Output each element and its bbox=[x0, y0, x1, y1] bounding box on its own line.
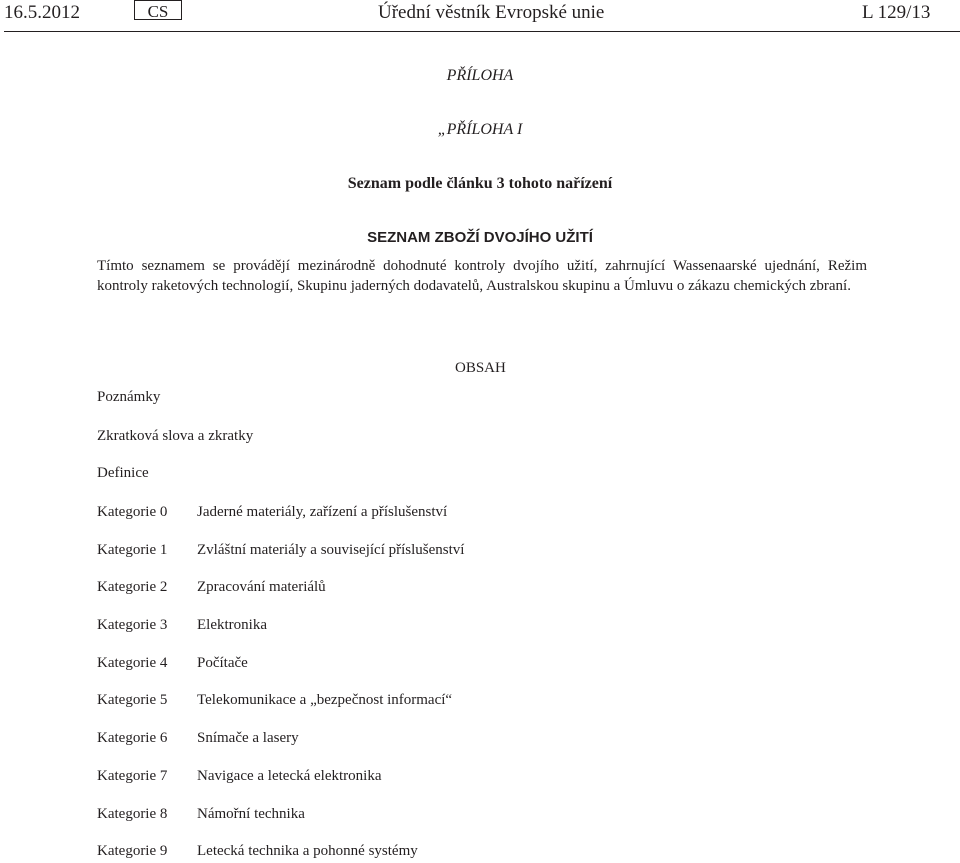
toc-abbreviations-link[interactable]: Zkratková slova a zkratky bbox=[97, 428, 254, 444]
page-number: L 129/13 bbox=[862, 2, 931, 23]
toc-category-label[interactable]: Kategorie 0 bbox=[97, 504, 168, 520]
toc-category-desc[interactable]: Jaderné materiály, zařízení a příslušenství bbox=[197, 504, 448, 520]
toc-notes-link[interactable]: Poznámky bbox=[97, 389, 161, 405]
header-divider bbox=[4, 31, 960, 32]
toc-category-desc[interactable]: Zpracování materiálů bbox=[197, 579, 326, 595]
toc-category-desc[interactable]: Námořní technika bbox=[197, 806, 305, 822]
toc-category-label[interactable]: Kategorie 4 bbox=[97, 655, 168, 671]
toc-category-label[interactable]: Kategorie 7 bbox=[97, 768, 168, 784]
toc-category-desc[interactable]: Počítače bbox=[197, 655, 248, 671]
toc-category-desc[interactable]: Elektronika bbox=[197, 617, 267, 633]
toc-category-label[interactable]: Kategorie 8 bbox=[97, 806, 168, 822]
toc-category-desc[interactable]: Letecká technika a pohonné systémy bbox=[197, 843, 418, 859]
toc-category-desc[interactable]: Telekomunikace a „bezpečnost informací“ bbox=[197, 692, 453, 708]
language-badge: CS bbox=[134, 0, 182, 20]
toc-category-label[interactable]: Kategorie 3 bbox=[97, 617, 168, 633]
header-date: 16.5.2012 bbox=[4, 2, 80, 23]
section-heading: SEZNAM ZBOŽÍ DVOJÍHO UŽITÍ bbox=[367, 229, 593, 246]
intro-paragraph: Tímto seznamem se provádějí mezinárodně dohodnuté kontroly dvojího užití, zahrnující Wassenaarské ujednání, Režim kontroly raketových technologií, Skupinu jaderných dodavatelů, Australskou skupinu a Úmluvu o zákazu chemických zbraní. bbox=[97, 258, 867, 294]
toc-category-desc[interactable]: Navigace a letecká elektronika bbox=[197, 768, 382, 784]
toc-category-desc[interactable]: Zvláštní materiály a související příslušenství bbox=[197, 542, 465, 558]
journal-title: Úřední věstník Evropské unie bbox=[378, 2, 605, 23]
toc-category-label[interactable]: Kategorie 9 bbox=[97, 843, 168, 859]
toc-category-desc[interactable]: Snímače a lasery bbox=[197, 730, 299, 746]
toc-category-label[interactable]: Kategorie 1 bbox=[97, 542, 168, 558]
list-title: Seznam podle článku 3 tohoto nařízení bbox=[347, 175, 613, 192]
toc-category-label[interactable]: Kategorie 6 bbox=[97, 730, 168, 746]
toc-category-label[interactable]: Kategorie 5 bbox=[97, 692, 168, 708]
toc-definitions-link[interactable]: Definice bbox=[97, 465, 149, 481]
toc-category-label[interactable]: Kategorie 2 bbox=[97, 579, 168, 595]
annex-title: PŘÍLOHA bbox=[446, 67, 514, 84]
annex-subtitle: „PŘÍLOHA I bbox=[437, 121, 523, 138]
toc-title: OBSAH bbox=[455, 360, 506, 376]
